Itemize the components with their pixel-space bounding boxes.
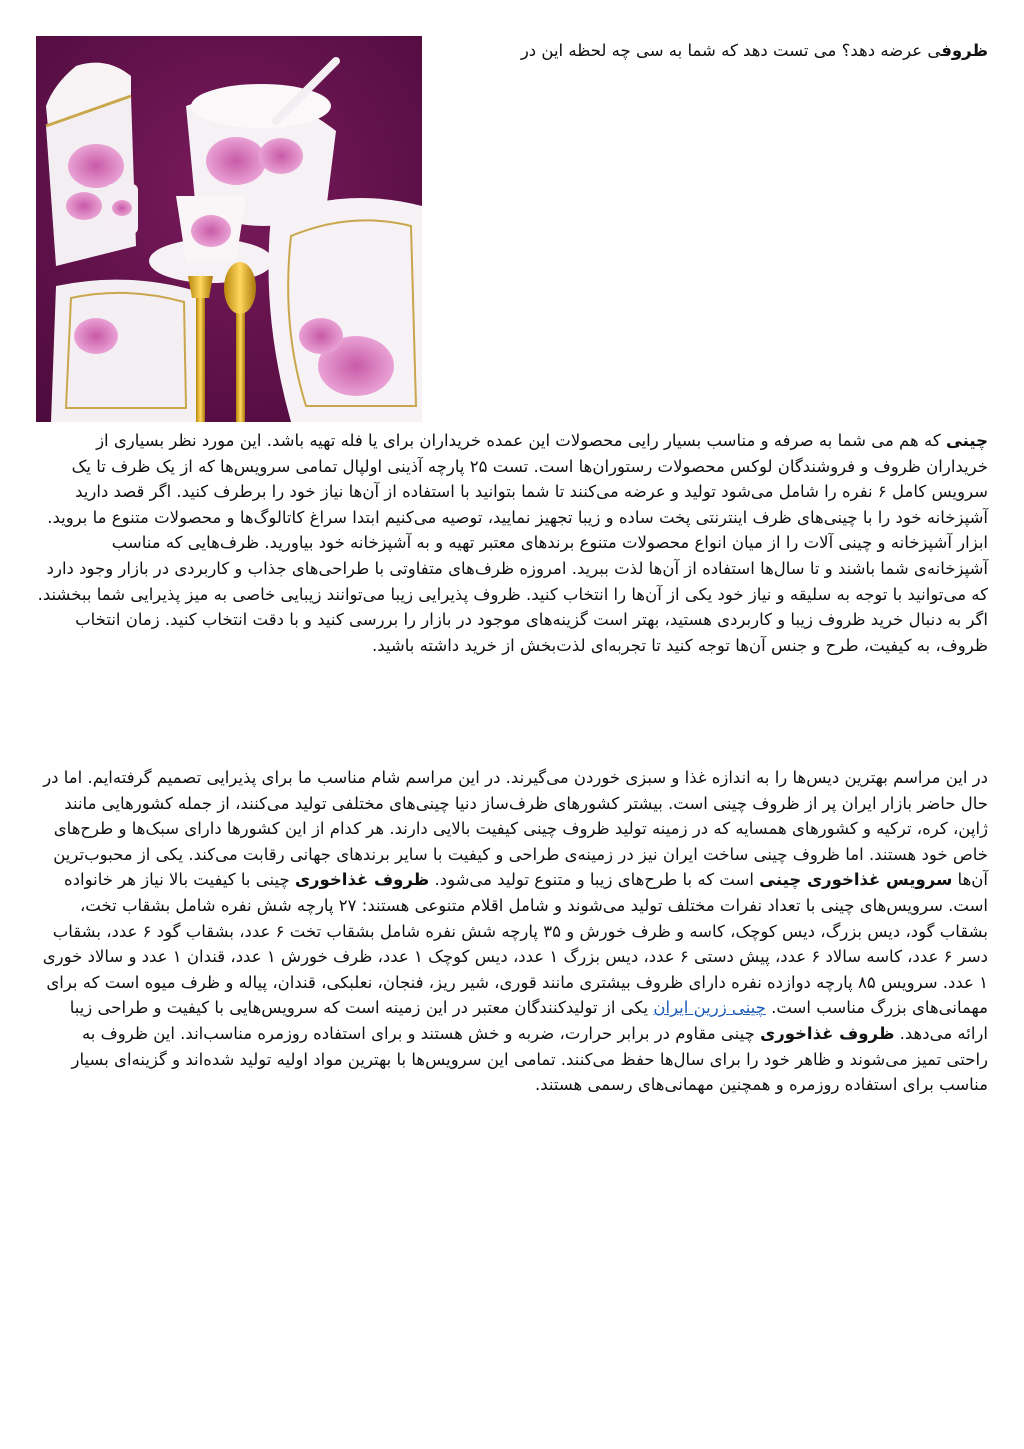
paragraph-2-text-c: چینی با کیفیت بالا نیاز هر خانواده است. سرویس‌های چینی با تعداد نفرات مختلف تولید می‌شوند و شامل اقلام متنوعی هستند: ۲۷ پارچه شش نفره شامل بشقاب تخت، بشقاب گود، دیس بزرگ، دیس کوچک، کاسه و ظرف خورش و ۳۵ پارچه شش نفره شامل بشقاب تخت ۶ عدد، بشقاب گود ۶ عدد، بشقاب دسر ۶ عدد، کاسه سالاد ۶ عدد، پیش دستی ۶ عدد، دیس بزرگ ۱ عدد، دیس کوچک ۱ عدد، ظرف خورش ۱ عدد، قندان ۱ عدد و سالاد خوری ۱ عدد. سرویس ۸۵ پارچه دوازده نفره دارای ظروف بیشتری مانند قوری، شیر ریز، فنجان، نعلبکی، قندان، پیاله و ظرف میوه است که برای مهمانی‌های بزرگ مناسب است. bbox=[42, 870, 988, 1018]
paragraph-2-bold-2: ظروف غذاخوری bbox=[294, 870, 430, 890]
paragraph-2-text-b: است که با طرح‌های زیبا و متنوع تولید می‌شود. bbox=[429, 870, 760, 890]
paragraph-1 bbox=[36, 428, 988, 658]
paragraph-2-text-a: در این مراسم بهترین دیس‌ها را به اندازه غذا و سبزی خوردن می‌گیرند. در این مراسم شام مناسب ما برای پذیرایی تصمیم گرفته‌ایم. اما در حال حاضر بازار ایران پر از ظروف چینی است. بیشتر کشورهای ظرف‌ساز دنیا چینی‌های مختلفی تولید می‌کنند، از جمله کشورهایی مانند ژاپن، کره، ترکیه و کشورهای همسایه که در زمینه تولید ظروف چینی کیفیت بالایی دارند. هر کدام از این کشورها دارای سبک‌ها و طرح‌های خاص خود هستند. اما ظروف چینی ساخت ایران نیز در زمینه‌ی طراحی و کیفیت با سایر برندهای جهانی رقابت می‌کند. یکی از محبوب‌ترین آن‌ها bbox=[43, 768, 988, 890]
paragraph-2-bold-1: سرویس غذاخوری چینی bbox=[759, 870, 953, 890]
paragraph-2-bold-3: ظروف غذاخوری bbox=[760, 1023, 895, 1043]
tableware-illustration bbox=[36, 36, 422, 422]
intro-text: ی عرضه دهد؟ می تست دهد که شما به سی چه لحظه این در bbox=[520, 41, 942, 60]
intro-bold: ظروف bbox=[941, 41, 988, 60]
paragraph-1-text: که هم می شما به صرفه و مناسب بسیار رایی محصولات این عمده خریداران برای یا فله تهیه باشد. این مورد نظر بسیاری از خریداران ظروف و فروشندگان لوکس محصولات رستوران‌ها است. تست ۲۵ پارچه ‌آذینی اولپال تمامی سرویس‌ها که از یک ظرف تا یک سرویس کامل ۶ نفره را شامل می‌شود تولید و عرضه می‌کنند تا شما بتوانید با استفاده از آن‌ها نیاز خود را برطرف کنید. اگر قصد دارید آشپزخانه خود را با چینی‌های ظرف اینترنتی پخت ساده و زیبا تجهیز نمایید، توصیه می‌کنیم ابتدا سراغ کاتالوگ‌ها و محصولات متنوع ما بروید. ابزار آشپزخانه و چینی آلات را از میان انواع محصولات متنوع برند‌های معتبر تهیه و به آشپزخانه خود بیاورید. ظرف‌هایی که مناسب آشپزخانه‌ی شما باشند و تا سال‌ها استفاده از آن‌ها لذت ببرید. امروزه ظرف‌های متفاوتی با طراحی‌های جذاب و کاربردی در بازار وجود دارد که می‌توانید با توجه به سلیقه و نیاز خود یکی از آن‌ها را انتخاب کنید. ظروف پذیرایی زیبا می‌توانند زیبایی خاصی به میز پذیرایی شما ببخشند. اگر به دنبال خرید ظروف زیبا و کاربردی هستید، بهتر است گزینه‌های موجود در بازار را بررسی کنید و با دقت انتخاب کنید. زمان انتخاب ظروف، به کیفیت، طرح و جنس آن‌ها توجه کنید تا تجربه‌ای لذت‌بخش از خرید داشته باشید. bbox=[37, 431, 988, 655]
tableware-photo bbox=[36, 36, 422, 422]
zarin-iran-link[interactable]: چینی زرین ایران bbox=[653, 998, 766, 1018]
paragraph-2 bbox=[36, 765, 988, 1098]
paragraph-1-bold: چینی bbox=[945, 431, 988, 450]
paragraph-2-text-e: چینی مقاوم در برابر حرارت، ضربه و خش هستند و برای استفاده روزمره مناسب‌اند. این ظروف به راحتی تمیز می‌شوند و ظاهر خود را برای سال‌ها حفظ می‌کنند. تمامی این سرویس‌ها با بهترین مواد اولیه تولید شده‌اند و گزینه‌ای بسیار مناسب برای استفاده روزمره و همچنین مهمانی‌های رسمی هستند. bbox=[71, 1023, 988, 1095]
intro-line bbox=[428, 38, 988, 64]
paragraph-2-text-d: یکی از تولیدکنندگان معتبر در این زمینه است که سرویس‌هایی با کیفیت و طراحی زیبا ارائه می‌دهد. bbox=[69, 998, 988, 1043]
